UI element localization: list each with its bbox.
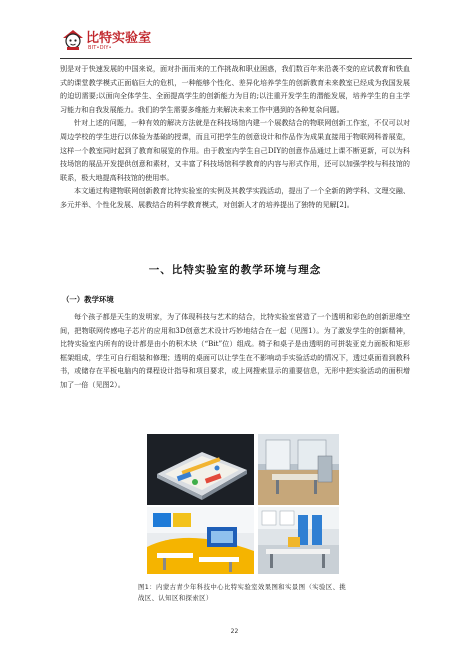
logo-char: 验 — [125, 31, 139, 46]
intro-text — [60, 62, 410, 212]
paragraph: 每个孩子都是天生的发明家，为了体现科技与艺术的结合，比特实验室营造了一个透明和彩色的创新思维空间，把物联网传感电子芯片的应用和3D创意艺术设计巧妙地结合在一起（见图1）。为了激发学生的创新精神，比特实验室内所有的设计都是由小的积木块（“Bit”位）组成。椅子和桌子是由透明的可拼装亚克力面板和矩形框架组成，学生可自行组装和修理；透明的桌面可以让学生在不影响动手实验活动的情况下，透过桌面看到教科书，或储存在平板电脑内的课程设计指导和项目要求，或上网搜索显示的重要信息，无形中把实验活动的面积增加了一倍（见图2）。 — [60, 312, 410, 389]
page-header — [60, 22, 420, 62]
logo-char: 比 — [86, 31, 100, 46]
lab-interior-photo — [258, 434, 339, 505]
figure-caption: 图1：内蒙古青少年科技中心比特实验室效果图和实景图（实验区、挑战区、认知区和探索区） — [138, 583, 347, 602]
logo-char: 实 — [112, 31, 126, 46]
paragraph: 针对上述的问题，一种有效的解决方法就是在科技场馆内建一个展教结合的物联网创新工作室，不仅可以对周边学校的学生进行以体验为基础的授课，而且可把学生的创意设计和作品作为成果直接用于物联网科普展览，这样一个教室同时起到了教育和展览的作用。由于教室内学生自己DIY的创意作品通过上课不断更新，可以为科技场馆的展品开发提供创意和素材，又丰富了科技场馆科学教育的内容与形式作用，还可以加强学校与科技馆的联系，极大地提高科技馆的使用率。 — [60, 118, 410, 182]
environment-text — [60, 310, 410, 392]
paragraph: 本文通过构建物联网创新教育比特实验室的实例及其教学实践活动，提出了一个全新的跨学科、文理交融、多元并举、个性化发展、展教结合的科学教育模式，对创新人才的培养提出了独特的见解[2]。 — [60, 186, 410, 209]
section-heading: 一、比特实验室的教学环境与理念 — [148, 264, 322, 276]
logo-char: 特 — [99, 31, 113, 46]
logo-title — [86, 27, 151, 46]
lab-exploration-photo — [258, 507, 339, 574]
page-number: 22 — [230, 628, 239, 635]
logo-subtitle: BIT•DIY• — [88, 45, 112, 51]
header-divider — [60, 58, 412, 59]
lab-rendering-photo — [147, 434, 254, 505]
logo-char: 室 — [138, 31, 152, 46]
mascot-logo-icon — [60, 26, 86, 52]
subsection-heading: （一）教学环境 — [62, 295, 114, 304]
paragraph: 别是对于快速发展的中国来说，面对扑面而来的工作挑战和职业困惑，我们数百年来沿袭不变的应试教育和铁血式的课堂教学模式正面临巨大的危机，一种能够个性化、差异化培养学生的创新教育未来教室已经成为我国发展的迫切需要;以面向全体学生、全面提高学生的创新能力为目的;以注重开发学生的潜能发展，培养学生的自主学习能力和自我发展能力。我们的学生需要多维能力来解决未来工作中遇到的各种复杂问题。 — [60, 64, 410, 114]
lab-zone-photo — [147, 507, 254, 574]
